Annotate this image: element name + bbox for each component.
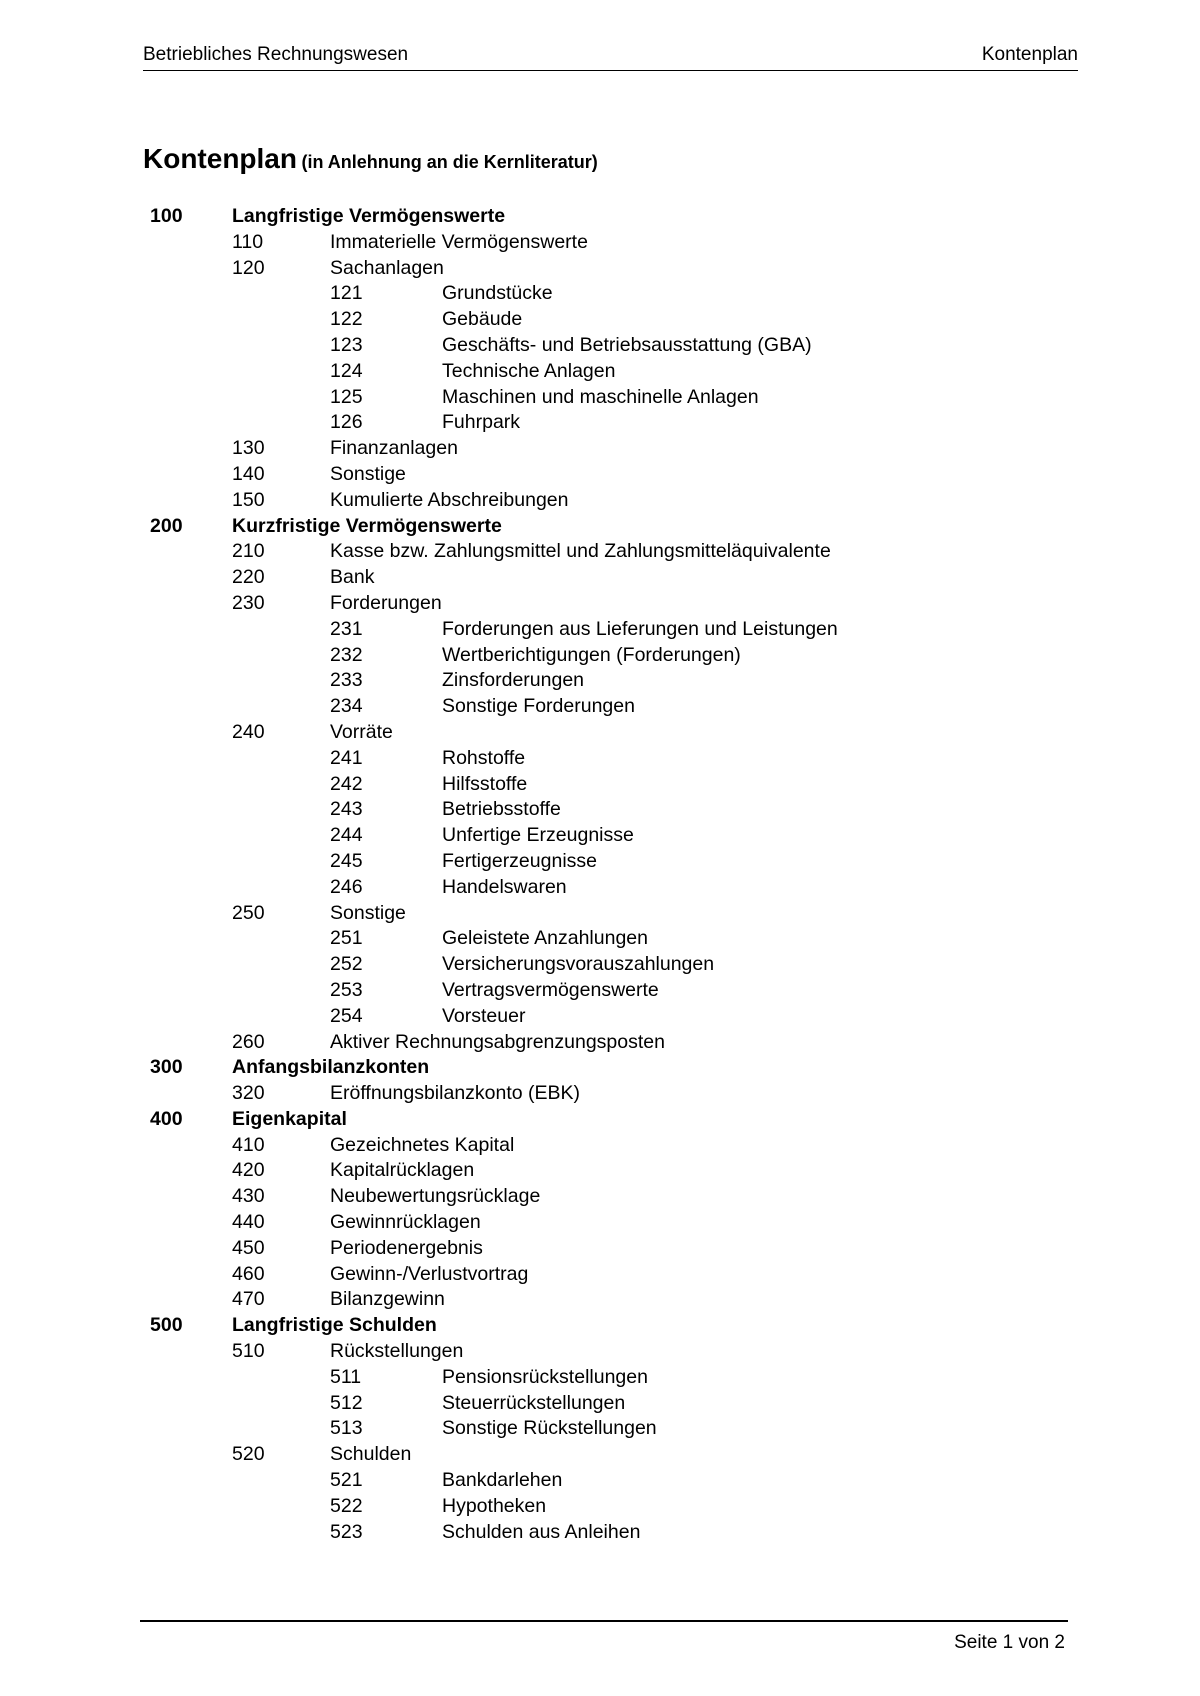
account-number: 450	[232, 1236, 265, 1259]
account-number: 130	[232, 437, 265, 460]
account-number: 231	[330, 617, 363, 640]
account-number: 123	[330, 333, 363, 356]
account-row-level-2	[0, 539, 1200, 565]
account-label: Betriebsstoffe	[442, 798, 561, 821]
account-label: Unfertige Erzeugnisse	[442, 824, 634, 847]
account-number: 522	[330, 1494, 363, 1517]
account-row-level-2	[0, 1236, 1200, 1262]
account-label: Bilanzgewinn	[330, 1288, 445, 1311]
account-label: Schulden aus Anleihen	[442, 1520, 641, 1543]
account-row-level-2	[0, 230, 1200, 256]
account-label: Forderungen aus Lieferungen und Leistungen	[442, 617, 838, 640]
account-number: 260	[232, 1030, 265, 1053]
account-number: 250	[232, 901, 265, 924]
account-number: 140	[232, 462, 265, 485]
account-number: 230	[232, 591, 265, 614]
account-number: 126	[330, 411, 363, 434]
account-number: 243	[330, 798, 363, 821]
account-number: 410	[232, 1133, 265, 1156]
account-number: 240	[232, 720, 265, 743]
account-number: 300	[150, 1056, 183, 1079]
account-label: Maschinen und maschinelle Anlagen	[442, 385, 759, 408]
account-label: Sonstige	[330, 462, 406, 485]
account-row-level-2	[0, 462, 1200, 488]
account-number: 242	[330, 772, 363, 795]
account-label: Hilfsstoffe	[442, 772, 528, 795]
account-label: Schulden	[330, 1443, 412, 1466]
account-label: Vorsteuer	[442, 1004, 526, 1027]
account-number: 512	[330, 1391, 363, 1414]
account-row-level-2	[0, 488, 1200, 514]
account-number: 124	[330, 359, 363, 382]
account-number: 500	[150, 1314, 183, 1337]
account-row-level-2	[0, 1158, 1200, 1184]
account-label: Aktiver Rechnungsabgrenzungsposten	[330, 1030, 665, 1053]
account-number: 241	[330, 746, 363, 769]
account-row-level-3	[0, 849, 1200, 875]
account-row-level-3	[0, 1494, 1200, 1520]
account-label: Gebäude	[442, 308, 523, 331]
title-main: Kontenplan	[143, 143, 297, 174]
account-label: Neubewertungsrücklage	[330, 1185, 541, 1208]
account-row-level-2	[0, 591, 1200, 617]
account-label: Geleistete Anzahlungen	[442, 927, 648, 950]
account-number: 511	[330, 1365, 362, 1388]
account-number: 460	[232, 1262, 265, 1285]
account-label: Sonstige Forderungen	[442, 695, 635, 718]
account-number: 254	[330, 1004, 363, 1027]
account-row-level-3	[0, 926, 1200, 952]
title-subtitle: (in Anlehnung an die Kernliteratur)	[301, 152, 598, 172]
account-row-level-3	[0, 617, 1200, 643]
account-row-level-3	[0, 1391, 1200, 1417]
account-label: Zinsforderungen	[442, 669, 585, 692]
account-row-level-3	[0, 1520, 1200, 1546]
account-number: 510	[232, 1340, 265, 1363]
page-footer	[140, 1620, 1068, 1662]
account-number: 244	[330, 824, 363, 847]
account-row-level-3	[0, 746, 1200, 772]
account-row-level-2	[0, 1262, 1200, 1288]
account-number: 513	[330, 1417, 363, 1440]
account-row-level-1	[0, 514, 1200, 540]
account-number: 245	[330, 849, 363, 872]
account-row-level-1	[0, 1107, 1200, 1133]
account-number: 120	[232, 256, 265, 279]
account-label: Rückstellungen	[330, 1340, 464, 1363]
account-label: Gewinn-/Verlustvortrag	[330, 1262, 529, 1285]
account-row-level-2	[0, 256, 1200, 282]
account-label: Vorräte	[330, 720, 393, 743]
account-number: 246	[330, 875, 363, 898]
account-row-level-2	[0, 1287, 1200, 1313]
account-row-level-2	[0, 1210, 1200, 1236]
account-number: 253	[330, 978, 363, 1001]
account-label: Gewinnrücklagen	[330, 1211, 481, 1234]
account-number: 252	[330, 953, 363, 976]
account-row-level-2	[0, 901, 1200, 927]
account-label: Bankdarlehen	[442, 1469, 563, 1492]
account-number: 150	[232, 488, 265, 511]
account-number: 122	[330, 308, 363, 331]
account-number: 220	[232, 566, 265, 589]
page-title	[143, 143, 598, 175]
account-row-level-3	[0, 978, 1200, 1004]
account-label: Fertigerzeugnisse	[442, 849, 597, 872]
account-row-level-3	[0, 359, 1200, 385]
account-label: Anfangsbilanzkonten	[232, 1056, 430, 1079]
account-row-level-3	[0, 333, 1200, 359]
account-label: Langfristige Schulden	[232, 1314, 437, 1337]
account-row-level-3	[0, 797, 1200, 823]
account-row-level-3	[0, 1468, 1200, 1494]
account-number: 400	[150, 1107, 183, 1130]
account-row-level-2	[0, 436, 1200, 462]
account-number: 523	[330, 1520, 363, 1543]
account-label: Hypotheken	[442, 1494, 547, 1517]
account-row-level-3	[0, 952, 1200, 978]
account-label: Kurzfristige Vermögenswerte	[232, 514, 502, 537]
account-row-level-3	[0, 1365, 1200, 1391]
account-number: 420	[232, 1159, 265, 1182]
account-label: Sachanlagen	[330, 256, 444, 279]
account-number: 232	[330, 643, 363, 666]
account-row-level-3	[0, 281, 1200, 307]
account-number: 251	[330, 927, 363, 950]
account-number: 210	[232, 540, 265, 563]
account-label: Kumulierte Abschreibungen	[330, 488, 569, 511]
account-label: Fuhrpark	[442, 411, 521, 434]
account-row-level-3	[0, 823, 1200, 849]
account-label: Immaterielle Vermögenswerte	[330, 230, 588, 253]
account-label: Handelswaren	[442, 875, 567, 898]
account-row-level-1	[0, 1313, 1200, 1339]
account-label: Langfristige Vermögenswerte	[232, 205, 506, 227]
account-number: 440	[232, 1211, 265, 1234]
account-row-level-1	[0, 1055, 1200, 1081]
account-row-level-2	[0, 1030, 1200, 1056]
account-row-level-2	[0, 1081, 1200, 1107]
account-number: 320	[232, 1082, 265, 1105]
header-course-title: Betriebliches Rechnungswesen	[143, 44, 409, 65]
account-row-level-3	[0, 385, 1200, 411]
account-label: Steuerrückstellungen	[442, 1391, 626, 1414]
page-number: Seite 1 von 2	[954, 1632, 1065, 1653]
account-number: 121	[330, 282, 363, 305]
account-row-level-3	[0, 875, 1200, 901]
account-label: Kasse bzw. Zahlungsmittel und Zahlungsmitteläquivalente	[330, 540, 831, 563]
account-number: 200	[150, 514, 183, 537]
account-number: 430	[232, 1185, 265, 1208]
account-number: 100	[150, 205, 183, 227]
account-row-level-3	[0, 772, 1200, 798]
account-row-level-2	[0, 1442, 1200, 1468]
account-number: 470	[232, 1288, 265, 1311]
account-number: 233	[330, 669, 363, 692]
account-label: Eigenkapital	[232, 1107, 347, 1130]
account-row-level-2	[0, 720, 1200, 746]
account-row-level-3	[0, 643, 1200, 669]
account-label: Rohstoffe	[442, 746, 526, 769]
account-row-level-3	[0, 1004, 1200, 1030]
account-number: 520	[232, 1443, 265, 1466]
account-label: Periodenergebnis	[330, 1236, 483, 1259]
account-label: Versicherungsvorauszahlungen	[442, 953, 715, 976]
account-row-level-1	[0, 204, 1200, 230]
account-label: Finanzanlagen	[330, 437, 458, 460]
account-number: 125	[330, 385, 363, 408]
page-header	[143, 44, 1078, 71]
account-number: 110	[232, 230, 264, 253]
account-row-level-2	[0, 1133, 1200, 1159]
account-row-level-2	[0, 565, 1200, 591]
account-number: 521	[330, 1469, 363, 1492]
account-list	[0, 204, 1200, 1545]
account-row-level-3	[0, 694, 1200, 720]
account-row-level-2	[0, 1184, 1200, 1210]
account-row-level-2	[0, 1339, 1200, 1365]
account-row-level-3	[0, 307, 1200, 333]
account-label: Vertragsvermögenswerte	[442, 978, 659, 1001]
account-label: Kapitalrücklagen	[330, 1159, 475, 1182]
account-label: Sonstige	[330, 901, 406, 924]
account-row-level-3	[0, 410, 1200, 436]
account-label: Forderungen	[330, 591, 442, 614]
account-label: Pensionsrückstellungen	[442, 1365, 648, 1388]
account-label: Gezeichnetes Kapital	[330, 1133, 515, 1156]
account-number: 234	[330, 695, 363, 718]
account-label: Grundstücke	[442, 282, 553, 305]
account-label: Bank	[330, 566, 375, 589]
account-row-level-3	[0, 1416, 1200, 1442]
account-label: Technische Anlagen	[442, 359, 616, 382]
account-label: Sonstige Rückstellungen	[442, 1417, 657, 1440]
account-label: Wertberichtigungen (Forderungen)	[442, 643, 741, 666]
account-row-level-3	[0, 668, 1200, 694]
account-label: Eröffnungsbilanzkonto (EBK)	[330, 1082, 581, 1105]
header-section-title: Kontenplan	[981, 44, 1078, 65]
account-label: Geschäfts- und Betriebsausstattung (GBA)	[442, 333, 812, 356]
